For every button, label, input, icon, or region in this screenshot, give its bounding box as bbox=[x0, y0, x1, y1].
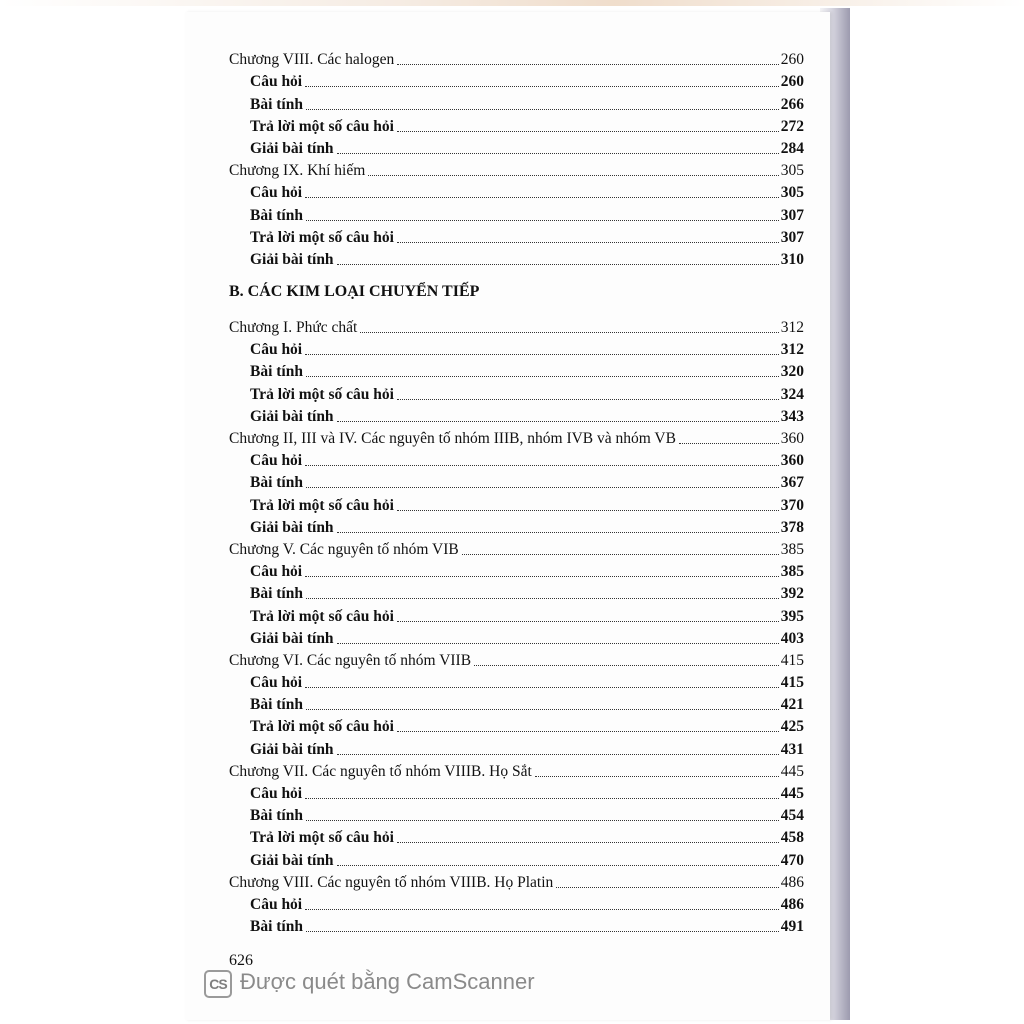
toc-dot-leader bbox=[305, 86, 779, 87]
toc-page-number: 392 bbox=[780, 585, 804, 603]
toc-entry-title: Chương VIII. Các halogen bbox=[229, 51, 395, 69]
toc-page-number: 367 bbox=[780, 474, 804, 492]
toc-page-number: 312 bbox=[780, 341, 804, 359]
page-number: 626 bbox=[229, 952, 253, 969]
toc-entry-title: Giải bài tính bbox=[250, 629, 334, 647]
toc-page-number: 458 bbox=[780, 829, 804, 847]
camscanner-watermark: Được quét bằng CamScanner bbox=[240, 969, 535, 994]
toc-subentry-row bbox=[229, 848, 804, 870]
toc-dot-leader bbox=[535, 776, 779, 777]
toc-chapter-row bbox=[229, 649, 804, 671]
toc-page-number: 425 bbox=[780, 718, 804, 736]
toc-subentry-row bbox=[229, 893, 804, 915]
toc-entry-title: Giải bài tính bbox=[250, 250, 334, 268]
toc-page-number: 370 bbox=[780, 496, 804, 514]
toc-subentry-row bbox=[229, 226, 804, 248]
toc-entry-title: Bài tính bbox=[250, 807, 303, 825]
toc-subentry-row bbox=[229, 181, 804, 203]
toc-dot-leader bbox=[305, 465, 779, 466]
toc-subentry-row bbox=[229, 338, 804, 360]
toc-entry-title: Chương II, III và IV. Các nguyên tố nhóm IIIB, nhóm IVB và nhóm VB bbox=[229, 430, 676, 447]
toc-page-number: 305 bbox=[780, 184, 804, 202]
toc-entry-title: Giải bài tính bbox=[250, 518, 334, 536]
toc-subentry-row bbox=[229, 516, 804, 538]
toc-subentry-row bbox=[229, 782, 804, 804]
toc-entry-title: Trả lời một số câu hỏi bbox=[250, 607, 394, 625]
toc-dot-leader bbox=[397, 731, 779, 732]
toc-dot-leader bbox=[462, 554, 779, 555]
toc-subentry-row bbox=[229, 115, 804, 137]
toc-entry-title: Câu hỏi bbox=[250, 341, 303, 359]
toc-dot-leader bbox=[397, 131, 779, 132]
toc-entry-title: Câu hỏi bbox=[250, 452, 303, 470]
toc-entry-title: Bài tính bbox=[250, 585, 303, 603]
toc-entry-title: Câu hỏi bbox=[250, 73, 303, 91]
toc-entry-title: Câu hỏi bbox=[250, 563, 303, 581]
toc-chapter-row bbox=[229, 316, 804, 338]
toc-subentry-row bbox=[229, 449, 804, 471]
toc-entry-title: Bài tính bbox=[250, 363, 303, 381]
toc-page-number: 403 bbox=[780, 629, 804, 647]
toc-entry-title: Giải bài tính bbox=[250, 407, 334, 425]
toc-entry-title: Trả lời một số câu hỏi bbox=[250, 718, 394, 736]
toc-dot-leader bbox=[397, 399, 779, 400]
toc-page-number: 486 bbox=[780, 873, 804, 891]
toc-dot-leader bbox=[305, 354, 779, 355]
toc-page-number: 378 bbox=[780, 518, 804, 536]
toc-page-number: 445 bbox=[780, 785, 804, 802]
toc-section-b bbox=[229, 316, 804, 937]
toc-entry-title: Chương V. Các nguyên tố nhóm VIB bbox=[229, 540, 459, 558]
toc-dot-leader bbox=[305, 798, 779, 799]
toc-dot-leader bbox=[306, 487, 779, 488]
toc-dot-leader bbox=[679, 443, 779, 444]
toc-dot-leader bbox=[337, 532, 779, 533]
toc-dot-leader bbox=[397, 621, 779, 622]
toc-subentry-row bbox=[229, 804, 804, 826]
toc-page-number: 385 bbox=[780, 563, 804, 581]
toc-dot-leader bbox=[305, 909, 779, 910]
toc-dot-leader bbox=[306, 109, 779, 110]
toc-dot-leader bbox=[305, 576, 779, 577]
toc-page-number: 320 bbox=[780, 363, 804, 381]
toc-entry-title: Câu hỏi bbox=[250, 895, 303, 913]
toc-page-number: 324 bbox=[780, 385, 804, 403]
toc-page-number: 421 bbox=[780, 696, 804, 714]
toc-entry-title: Chương IX. Khí hiếm bbox=[229, 162, 366, 180]
toc-subentry-row bbox=[229, 582, 804, 604]
toc-dot-leader bbox=[306, 376, 779, 377]
toc-page-number: 486 bbox=[780, 895, 804, 913]
toc-page-number: 307 bbox=[780, 206, 804, 224]
toc-dot-leader bbox=[474, 665, 779, 666]
toc-page-number: 415 bbox=[780, 651, 804, 669]
toc-subentry-row bbox=[229, 604, 804, 626]
toc-entry-title: Bài tính bbox=[250, 95, 303, 113]
toc-page-number: 312 bbox=[780, 319, 804, 337]
toc-dot-leader bbox=[337, 754, 779, 755]
toc-dot-leader bbox=[337, 264, 779, 265]
toc-entry-title: Bài tính bbox=[250, 918, 303, 936]
toc-entry-title: Trả lời một số câu hỏi bbox=[250, 496, 394, 514]
toc-page-number: 395 bbox=[780, 607, 804, 625]
toc-chapter-row bbox=[229, 48, 804, 70]
toc-entry-title: Chương VIII. Các nguyên tố nhóm VIIIB. Họ Platin bbox=[229, 873, 554, 891]
toc-page-number: 454 bbox=[780, 807, 804, 825]
toc-subentry-row bbox=[229, 627, 804, 649]
toc-subentry-row bbox=[229, 360, 804, 382]
toc-dot-leader bbox=[306, 931, 779, 932]
toc-page-number: 385 bbox=[780, 540, 804, 558]
toc-dot-leader bbox=[397, 64, 779, 65]
toc-entry-title: Trả lời một số câu hỏi bbox=[250, 829, 394, 847]
toc-entry-title: Giải bài tính bbox=[250, 139, 334, 157]
toc-subentry-row bbox=[229, 560, 804, 582]
toc-entry-title: Giải bài tính bbox=[250, 740, 334, 758]
toc-dot-leader bbox=[397, 510, 779, 511]
toc-subentry-row bbox=[229, 471, 804, 493]
toc-entry-title: Câu hỏi bbox=[250, 785, 303, 802]
toc-subentry-row bbox=[229, 203, 804, 225]
toc-dot-leader bbox=[360, 332, 778, 333]
toc-subentry-row bbox=[229, 671, 804, 693]
toc-subentry-row bbox=[229, 693, 804, 715]
toc-dot-leader bbox=[397, 842, 779, 843]
toc-chapter-row bbox=[229, 159, 804, 181]
toc-subentry-row bbox=[229, 915, 804, 937]
toc-subentry-row bbox=[229, 493, 804, 515]
toc-page-number: 305 bbox=[780, 162, 804, 180]
toc-entry-title: Chương I. Phức chất bbox=[229, 319, 358, 337]
toc-entry-title: Câu hỏi bbox=[250, 674, 303, 692]
toc-subentry-row bbox=[229, 382, 804, 404]
toc-page-number: 491 bbox=[780, 918, 804, 936]
toc-chapter-row bbox=[229, 871, 804, 893]
toc-page-number: 272 bbox=[780, 117, 804, 135]
toc-subentry-row bbox=[229, 405, 804, 427]
toc-entry-title: Trả lời một số câu hỏi bbox=[250, 117, 394, 135]
toc-dot-leader bbox=[556, 887, 778, 888]
toc-dot-leader bbox=[305, 197, 779, 198]
toc-dot-leader bbox=[306, 598, 779, 599]
toc-entry-title: Giải bài tính bbox=[250, 851, 334, 869]
toc-dot-leader bbox=[368, 175, 778, 176]
toc-dot-leader bbox=[337, 421, 779, 422]
toc-entry-title: Bài tính bbox=[250, 474, 303, 492]
toc-page-number: 284 bbox=[780, 139, 804, 157]
toc-page-number: 360 bbox=[780, 452, 804, 470]
toc-page-number: 307 bbox=[780, 228, 804, 246]
toc-page-number: 445 bbox=[780, 762, 804, 780]
toc-subentry-row bbox=[229, 137, 804, 159]
toc-page-number: 415 bbox=[780, 674, 804, 692]
toc-section-a bbox=[229, 48, 804, 270]
page-top-edge bbox=[0, 0, 1024, 6]
toc-dot-leader bbox=[337, 153, 779, 154]
camscanner-logo-icon: CS bbox=[204, 970, 232, 998]
toc-chapter-row bbox=[229, 427, 804, 449]
table-of-contents bbox=[229, 48, 804, 937]
toc-subentry-row bbox=[229, 70, 804, 92]
toc-entry-title: Trả lời một số câu hỏi bbox=[250, 385, 394, 403]
toc-dot-leader bbox=[305, 687, 779, 688]
toc-page-number: 310 bbox=[780, 250, 804, 268]
toc-page-number: 260 bbox=[780, 51, 804, 69]
toc-chapter-row bbox=[229, 538, 804, 560]
toc-entry-title: Chương VII. Các nguyên tố nhóm VIIIB. Họ Sắt bbox=[229, 762, 532, 780]
toc-subentry-row bbox=[229, 715, 804, 737]
toc-subentry-row bbox=[229, 737, 804, 759]
toc-page-number: 343 bbox=[780, 407, 804, 425]
toc-subentry-row bbox=[229, 826, 804, 848]
toc-dot-leader bbox=[397, 242, 779, 243]
toc-chapter-row bbox=[229, 760, 804, 782]
toc-entry-title: Bài tính bbox=[250, 206, 303, 224]
toc-entry-title: Trả lời một số câu hỏi bbox=[250, 228, 394, 246]
toc-page-number: 260 bbox=[780, 73, 804, 91]
toc-entry-title: Chương VI. Các nguyên tố nhóm VIIB bbox=[229, 651, 472, 669]
toc-dot-leader bbox=[337, 865, 779, 866]
toc-subentry-row bbox=[229, 248, 804, 270]
section-heading-b: B. CÁC KIM LOẠI CHUYỂN TIẾP bbox=[229, 282, 480, 300]
toc-entry-title: Bài tính bbox=[250, 696, 303, 714]
toc-dot-leader bbox=[337, 643, 779, 644]
toc-page-number: 470 bbox=[780, 851, 804, 869]
toc-dot-leader bbox=[306, 709, 779, 710]
toc-subentry-row bbox=[229, 92, 804, 114]
toc-dot-leader bbox=[306, 220, 779, 221]
toc-dot-leader bbox=[306, 820, 779, 821]
toc-entry-title: Câu hỏi bbox=[250, 184, 303, 202]
toc-page-number: 431 bbox=[780, 740, 804, 758]
toc-page-number: 266 bbox=[780, 95, 804, 113]
toc-page-number: 360 bbox=[780, 430, 804, 447]
